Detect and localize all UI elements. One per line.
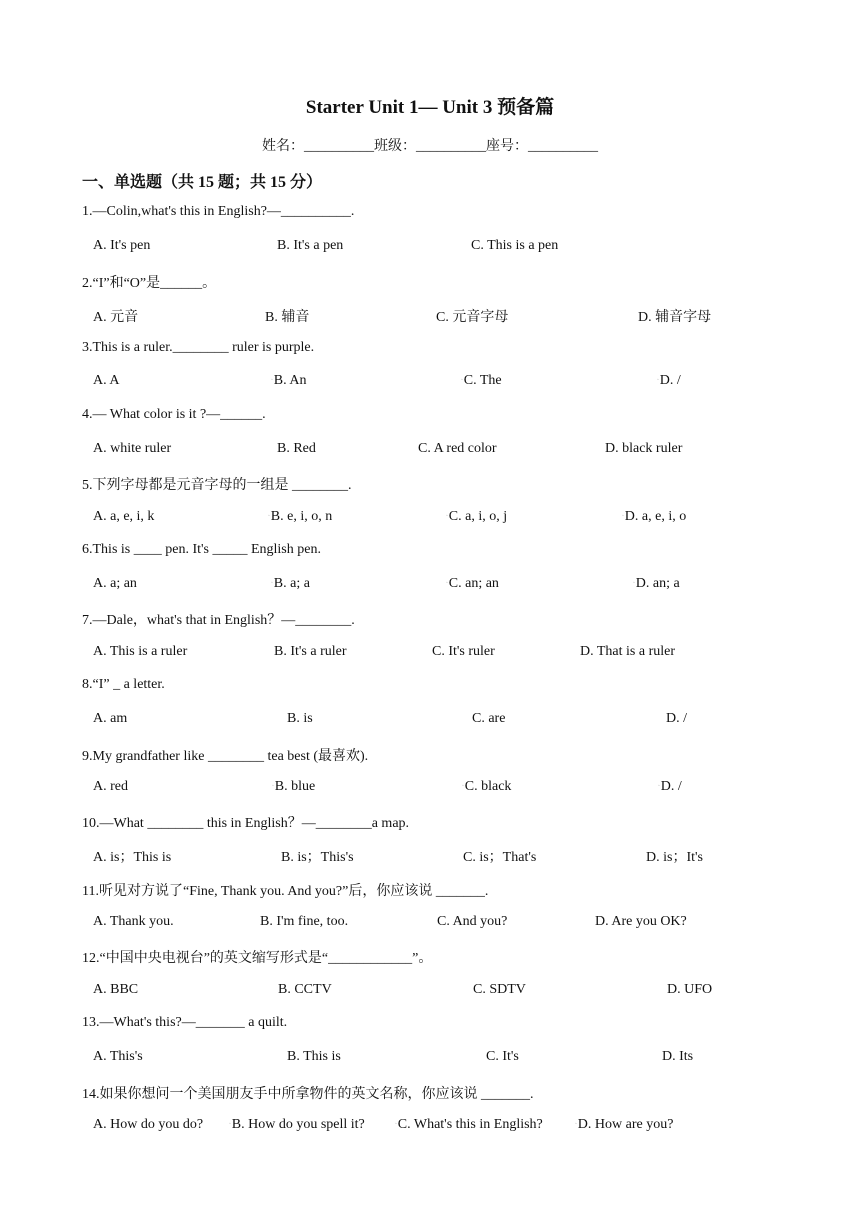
question-stem-3: 3.This is a ruler.________ ruler is purple.	[82, 340, 315, 355]
q7-option-b: B. It's a ruler	[274, 644, 347, 659]
q12-option-d: D. UFO	[667, 982, 713, 997]
q13-option-c: C. It's	[486, 1049, 519, 1064]
q14-option-b: ◦B. How do you spell it?	[229, 1117, 365, 1132]
q8-option-b: B. is	[287, 711, 313, 726]
q10-option-c: C. is；That's	[463, 850, 537, 865]
question-stem-7: 7.—Dale，what's that in English？—________.	[82, 613, 355, 628]
question-stem-2: 2.“I”和“O”是______。	[82, 276, 217, 291]
question-stem-8: 8.“I” _ a letter.	[82, 677, 165, 692]
q6-option-c: ◦C. an; an	[446, 576, 499, 591]
q12-option-c: C. SDTV	[473, 982, 526, 997]
anchor-mark-icon: ◦	[575, 1122, 577, 1128]
question-stem-1: 1.—Colin,what's this in English?—__________.	[82, 204, 355, 219]
q14-option-c: ◦C. What's this in English?	[395, 1117, 543, 1132]
q1-option-b: B. It's a pen	[277, 238, 344, 253]
q5-option-b: ◦B. e, i, o, n	[268, 509, 333, 524]
question-stem-11: 11.听见对方说了“Fine, Thank you. And you?”后，你应该说 _______.	[82, 884, 489, 899]
q13-option-a: A. This's	[93, 1049, 143, 1064]
q8-option-a: A. am	[93, 711, 128, 726]
q11-option-a: A. Thank you.	[93, 914, 174, 929]
q10-option-d: D. is；It's	[646, 850, 703, 865]
anchor-mark-icon: ◦	[268, 514, 270, 520]
anchor-mark-icon: ◦	[657, 378, 659, 384]
q14-option-d: ◦D. How are you?	[575, 1117, 674, 1132]
q13-option-b: B. This is	[287, 1049, 341, 1064]
q3-option-b: ◦B. An	[271, 373, 307, 388]
q11-option-d: D. Are you OK?	[595, 914, 687, 929]
anchor-mark-icon: ◦	[272, 784, 274, 790]
q12-option-a: A. BBC	[93, 982, 139, 997]
q4-option-d: D. black ruler	[605, 441, 683, 456]
q2-option-a: A. 元音	[93, 310, 139, 325]
question-stem-13: 13.—What's this?—_______ a quilt.	[82, 1015, 288, 1030]
q8-option-c: C. are	[472, 711, 506, 726]
question-stem-9: 9.My grandfather like ________ tea best (最喜欢).	[82, 749, 369, 764]
anchor-mark-icon: ◦	[271, 378, 273, 384]
question-stem-5: 5.下列字母都是元音字母的一组是 ________.	[82, 478, 352, 493]
anchor-mark-icon: ◦	[461, 378, 463, 384]
q5-option-a: A. a, e, i, k	[93, 509, 155, 524]
q10-option-a: A. is；This is	[93, 850, 172, 865]
question-stem-10: 10.—What ________ this in English？—________a map.	[82, 816, 410, 831]
q2-option-d: D. 辅音字母	[638, 310, 712, 325]
student-info-line: 姓名：__________班级：__________座号：__________	[262, 139, 598, 154]
anchor-mark-icon: ◦	[622, 514, 624, 520]
q11-option-b: B. I'm fine, too.	[260, 914, 349, 929]
q2-option-b: B. 辅音	[265, 310, 310, 325]
anchor-mark-icon: ◦	[395, 1122, 397, 1128]
page-title: Starter Unit 1— Unit 3 预备篇	[305, 97, 555, 118]
section-title: 一、单选题（共 15 题；共 15 分）	[82, 174, 323, 191]
q1-option-c: C. This is a pen	[471, 238, 559, 253]
anchor-mark-icon: ◦	[446, 581, 448, 587]
q7-option-a: A. This is a ruler	[93, 644, 188, 659]
question-stem-4: 4.— What color is it ?—______.	[82, 407, 266, 422]
anchor-mark-icon: ◦	[229, 1122, 231, 1128]
q12-option-b: B. CCTV	[278, 982, 332, 997]
q9-option-b: ◦B. blue	[272, 779, 316, 794]
q3-option-a: A. A	[93, 373, 120, 388]
q9-option-c: ◦C. black	[462, 779, 512, 794]
anchor-mark-icon: ◦	[462, 784, 464, 790]
question-stem-14: 14.如果你想问一个美国朋友手中所拿物件的英文名称，你应该说 _______.	[82, 1087, 534, 1102]
q10-option-b: B. is；This's	[281, 850, 354, 865]
q1-option-a: A. It's pen	[93, 238, 151, 253]
q8-option-d: D. /	[666, 711, 687, 726]
anchor-mark-icon: ◦	[446, 514, 448, 520]
q14-option-a: A. How do you do?	[93, 1117, 204, 1132]
q3-option-d: ◦D. /	[657, 373, 681, 388]
anchor-mark-icon: ◦	[633, 581, 635, 587]
question-stem-12: 12.“中国中央电视台”的英文缩写形式是“____________”。	[82, 951, 433, 966]
q9-option-a: A. red	[93, 779, 128, 794]
q6-option-d: ◦D. an; a	[633, 576, 680, 591]
q5-option-d: ◦D. a, e, i, o	[622, 509, 687, 524]
q2-option-c: C. 元音字母	[436, 310, 509, 325]
question-stem-6: 6.This is ____ pen. It's _____ English pen.	[82, 542, 321, 557]
anchor-mark-icon: ◦	[658, 784, 660, 790]
anchor-mark-icon: ◦	[271, 581, 273, 587]
q4-option-b: B. Red	[277, 441, 316, 456]
q4-option-c: C. A red color	[418, 441, 497, 456]
q6-option-a: A. a; an	[93, 576, 137, 591]
q9-option-d: ◦D. /	[658, 779, 682, 794]
q11-option-c: C. And you?	[437, 914, 508, 929]
q3-option-c: ◦C. The	[461, 373, 502, 388]
q7-option-d: D. That is a ruler	[580, 644, 675, 659]
q6-option-b: ◦B. a; a	[271, 576, 310, 591]
q5-option-c: ◦C. a, i, o, j	[446, 509, 508, 524]
q4-option-a: A. white ruler	[93, 441, 172, 456]
q13-option-d: D. Its	[662, 1049, 694, 1064]
q7-option-c: C. It's ruler	[432, 644, 495, 659]
